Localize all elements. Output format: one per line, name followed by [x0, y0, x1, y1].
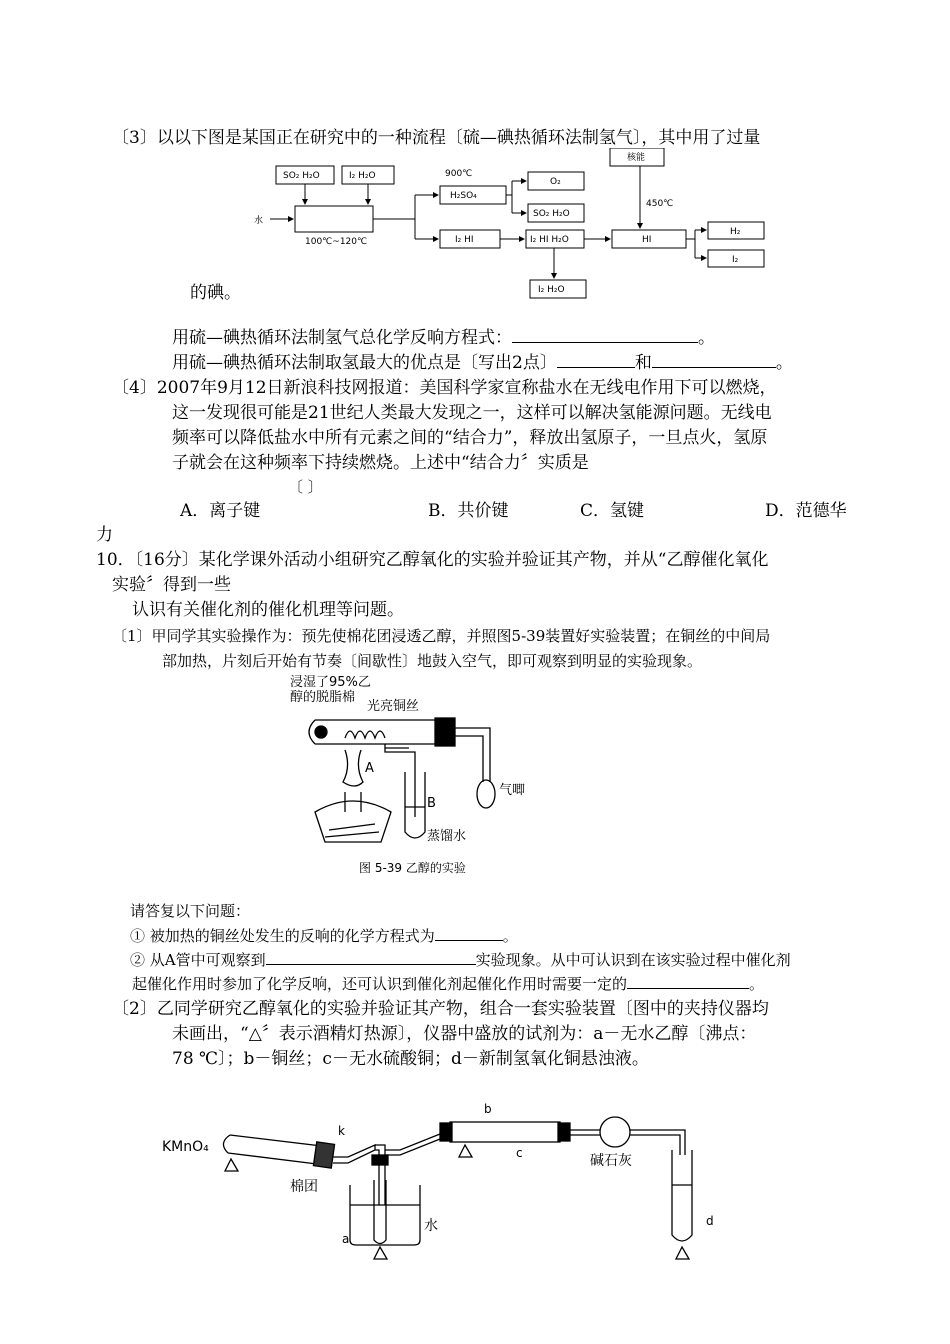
label-o2: O₂ [550, 177, 561, 187]
fig2-soda-label: 碱石灰 [590, 1153, 632, 1169]
q10-s2-label: ② 从A管中可观察到 [130, 951, 266, 969]
label-h2so4: H₂SO₄ [450, 191, 477, 201]
q4-option-c[interactable]: C．氢键 [580, 501, 645, 521]
bulb [477, 780, 495, 808]
fig2-k-label: k [338, 1124, 345, 1138]
label-hi: HI [642, 235, 652, 245]
q4-line1: 〔4〕2007年9月12日新浪科技网报道：美国科学家宣称盐水在无线电作用下可以燃烧， [112, 378, 777, 398]
fig2-water-label: 水 [424, 1218, 438, 1234]
fig1-water-label: 蒸馏水 [427, 829, 467, 844]
q10-s1-end: 。 [502, 927, 518, 945]
q3-adv-end: 。 [775, 353, 793, 373]
fig2-a-label: a [342, 1232, 350, 1246]
flow-diagram [250, 148, 780, 303]
figure-5-39 [285, 672, 545, 882]
label-so2-h2o: SO₂ H₂O [283, 171, 320, 181]
q10-s2-line2-text: 起催化作用时参加了化学反响，还可认识到催化剂起催化作用时需要一定的 [132, 975, 628, 993]
label-i2: I₂ [732, 255, 739, 265]
fig1-cotton-label: 浸湿了95%乙 [290, 675, 371, 690]
q4-line4: 子就会在这种频率下持续燃烧。上述中“结合力〞实质是 [172, 453, 589, 473]
q10-s2-blank1[interactable] [266, 950, 476, 965]
q3-equation [172, 326, 715, 349]
fig1-label-b: B [427, 796, 436, 811]
q4-line2: 这一发现很可能是21世纪人类最大发现之一，这样可以解决氢能源问题。无线电 [172, 403, 772, 423]
q3-adv-blank2[interactable] [652, 351, 776, 368]
q10-p1-line1: 〔1〕甲同学其实验操作为：预先使棉花团浸透乙醇，并照图5-39装置好实验装置；在铜丝的中间局 [112, 627, 771, 645]
q4-option-d[interactable]: D．范德华 [765, 501, 847, 521]
box-reactor [295, 206, 373, 232]
q10-s2-line2 [132, 973, 764, 995]
label-i2-hi-h2o: I₂ HI H₂O [530, 235, 569, 245]
q3-eq-blank[interactable] [512, 326, 698, 343]
q3-adv-blank1[interactable] [557, 351, 635, 368]
label-i2-h2o: I₂ H₂O [349, 171, 376, 181]
q3-advantage [172, 351, 793, 374]
fig1-bulb-label: 气唧 [499, 783, 526, 798]
q10-s2-mid: 实验现象。从中可认识到在该实验过程中催化剂 [475, 951, 791, 969]
label-temp450: 450℃ [646, 199, 674, 209]
q4-option-b[interactable]: B．共价键 [428, 501, 509, 521]
q10-s2 [130, 949, 791, 971]
label-nuclear: 核能 [627, 153, 646, 163]
q3-eq-label: 用硫—碘热循环法制氢气总化学反响方程式： [172, 328, 512, 348]
label-i2-hi: I₂ HI [455, 235, 474, 245]
q10-line3: 认识有关催化剂的催化机理等问题。 [132, 600, 404, 620]
label-h2: H₂ [730, 227, 741, 237]
stopper [435, 718, 455, 746]
fig1-copper-label: 光亮铜丝 [367, 699, 420, 714]
q10-line1: 10．〔16分〕某化学课外活动小组研究乙醇氧化的实验并验证其产物，并从“乙醇催化氧化 [96, 550, 769, 570]
q10-p1-line2: 部加热，片刻后开始有节奏〔间歇性〕地鼓入空气，即可观察到明显的实验现象。 [162, 652, 703, 670]
q3-adv-and: 和 [634, 353, 652, 373]
q10-s2-end: 。 [749, 975, 765, 993]
fig2-d-label: d [706, 1214, 714, 1228]
q10-p2-line2: 未画出，“△〞表示酒精灯热源〕，仪器中盛放的试剂为：a－无水乙醇〔沸点： [172, 1024, 757, 1044]
fig2-kmno4-label: KMnO₄ [162, 1139, 209, 1155]
fig1-caption: 图 5-39 乙醇的实验 [359, 861, 466, 875]
q10-p2-line3: 78 ℃〕；b－铜丝；c－无水硫酸铜；d－新制氢氧化铜悬浊液。 [172, 1049, 649, 1069]
fig2-cotton-label: 棉团 [290, 1179, 318, 1195]
q10-s1-label: ① 被加热的铜丝处发生的反响的化学方程式为 [130, 927, 435, 945]
q10-s1 [130, 925, 518, 947]
fig1-cotton-label2: 醇的脱脂棉 [290, 690, 356, 705]
label-temp1: 100℃~120℃ [305, 237, 368, 247]
label-water: 水 [254, 216, 264, 226]
q4-option-d-cont: 力 [96, 525, 113, 545]
q3-adv-label: 用硫—碘热循环法制取氢最大的优点是〔写出2点〕 [172, 353, 557, 373]
figure-apparatus [160, 1095, 730, 1265]
q10-ask: 请答复以下问题： [130, 902, 251, 920]
q3-eq-end: 。 [698, 328, 715, 348]
fig2-c-label: c [516, 1146, 523, 1160]
q4-answer-paren[interactable]: 〔 〕 [288, 478, 323, 496]
q10-p2-line1: 〔2〕乙同学研究乙醇氧化的实验并验证其产物，组合一套实验装置〔图中的夹持仪器均 [112, 999, 769, 1019]
label-i2-h2o-out: I₂ H₂O [538, 285, 565, 295]
fig1-label-a: A [365, 761, 374, 776]
q4-option-a[interactable]: A．离子键 [180, 501, 261, 521]
q10-s1-blank[interactable] [435, 926, 503, 941]
label-temp900: 900℃ [445, 169, 473, 179]
fig2-b-label: b [484, 1102, 492, 1116]
q3-line1: 〔3〕以以下图是某国正在研究中的一种流程〔硫—碘热循环法制氢气〕，其中用了过量 [112, 128, 761, 148]
q10-line2: 实验〞得到一些 [112, 575, 231, 595]
q4-line3: 频率可以降低盐水中所有元素之间的“结合力”，释放出氢原子，一旦点火，氢原 [172, 428, 768, 448]
soda-lime-ball [600, 1117, 630, 1147]
q3-line2: 的碘。 [190, 283, 241, 303]
q10-s2-blank2[interactable] [627, 974, 749, 989]
label-so2-h2o-out: SO₂ H₂O [533, 209, 570, 219]
